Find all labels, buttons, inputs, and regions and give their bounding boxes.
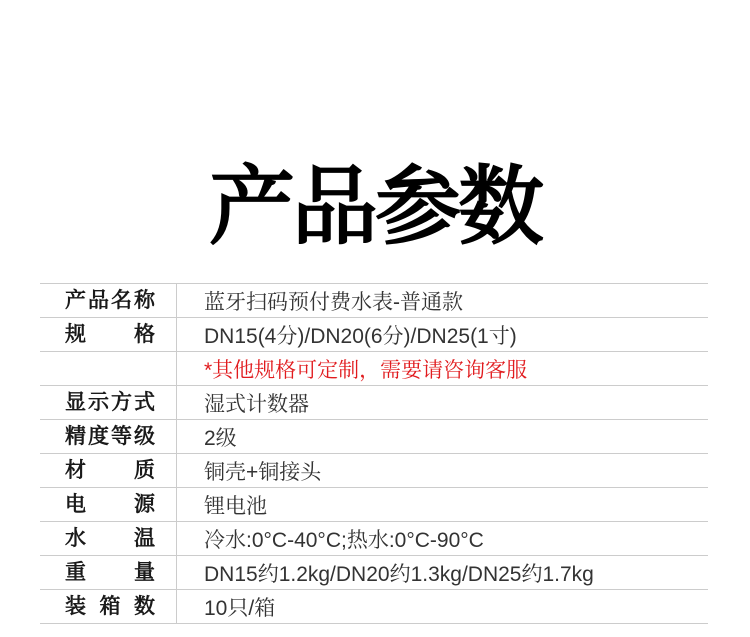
table-row-custom-note: [40, 352, 708, 386]
row-label-cell: [40, 522, 177, 555]
row-label: 材质: [65, 459, 155, 482]
row-label: 电源: [65, 493, 155, 516]
row-value: 冷水:0°C-40°C;热水:0°C-90°C: [204, 528, 484, 552]
row-label-cell: [40, 488, 177, 521]
row-label: 产品名称: [65, 289, 155, 312]
table-row-specification: [40, 318, 708, 352]
table-row-product-name: [40, 284, 708, 318]
row-value: DN15(4分)/DN20(6分)/DN25(1寸): [204, 324, 517, 348]
table-row-water-temperature: [40, 522, 708, 556]
table-row-accuracy-class: [40, 420, 708, 454]
row-value-note: *其他规格可定制，需要请咨询客服: [204, 358, 528, 382]
table-row-power-source: [40, 488, 708, 522]
row-label-cell: [40, 590, 177, 623]
row-label-cell: [40, 386, 177, 419]
table-row-material: [40, 454, 708, 488]
row-label-cell: [40, 352, 177, 385]
row-label: 精度等级: [65, 425, 155, 448]
table-row-display-type: [40, 386, 708, 420]
row-label: 重量: [65, 561, 155, 584]
row-label-cell: [40, 454, 177, 487]
row-label-cell: [40, 284, 177, 317]
row-value: 10只/箱: [204, 596, 276, 620]
row-value: 锂电池: [204, 494, 267, 518]
row-label: 装箱数: [65, 595, 155, 618]
row-label: 显示方式: [65, 391, 155, 414]
row-label: 水温: [65, 527, 155, 550]
spec-table: [40, 283, 708, 624]
row-value: DN15约1.2kg/DN20约1.3kg/DN25约1.7kg: [204, 562, 594, 586]
table-row-packing-quantity: [40, 590, 708, 624]
table-row-weight: [40, 556, 708, 590]
row-label-cell: [40, 556, 177, 589]
row-value: 蓝牙扫码预付费水表-普通款: [204, 290, 463, 314]
row-value: 2级: [204, 426, 237, 450]
row-value: 铜壳+铜接头: [204, 460, 322, 484]
row-label: 规格: [65, 323, 155, 346]
row-label-cell: [40, 420, 177, 453]
page-title: 产品参数: [209, 158, 541, 255]
row-value: 湿式计数器: [204, 392, 309, 416]
row-label-cell: [40, 318, 177, 351]
